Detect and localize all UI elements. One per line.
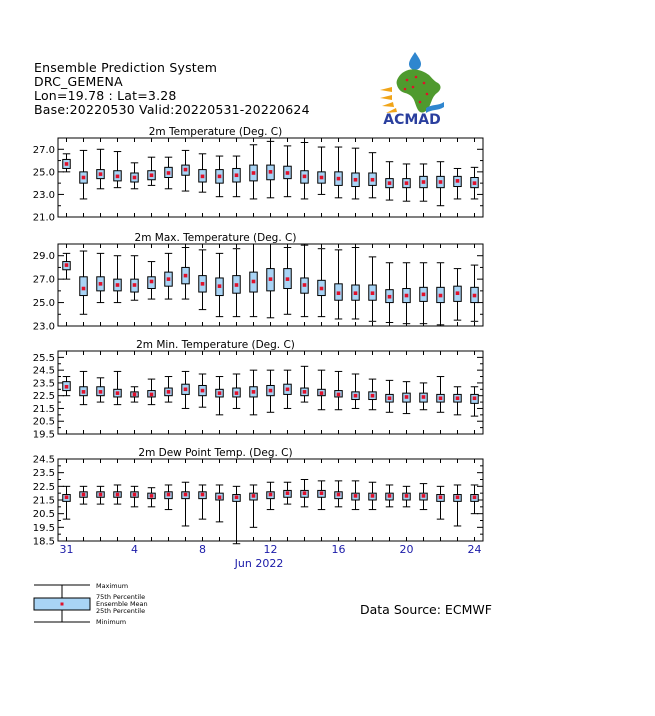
box-day-21 bbox=[403, 486, 410, 507]
box-day-17 bbox=[335, 147, 342, 198]
box-day-18 bbox=[352, 248, 359, 319]
mean-marker bbox=[150, 494, 154, 498]
station-name: DRC_GEMENA bbox=[34, 74, 123, 89]
mean-marker bbox=[405, 395, 409, 399]
mean-marker bbox=[354, 394, 358, 398]
mean-marker bbox=[388, 494, 392, 498]
mean-marker bbox=[286, 388, 290, 392]
mean-marker bbox=[303, 175, 307, 179]
box-day-19 bbox=[369, 482, 376, 509]
mean-marker bbox=[439, 294, 443, 298]
box-day-2 bbox=[80, 150, 87, 199]
mean-marker bbox=[218, 391, 222, 395]
box-day-8 bbox=[182, 248, 189, 300]
mean-marker bbox=[422, 293, 426, 297]
mean-marker bbox=[116, 283, 120, 287]
box-day-15 bbox=[301, 245, 308, 316]
panel-title: 2m Max. Temperature (Deg. C) bbox=[134, 232, 297, 244]
mean-marker bbox=[201, 493, 205, 497]
box-day-17 bbox=[335, 250, 342, 319]
box-day-23 bbox=[437, 263, 444, 325]
mean-marker bbox=[252, 494, 256, 498]
mean-marker bbox=[235, 495, 239, 499]
box-day-10 bbox=[216, 156, 223, 197]
mean-marker bbox=[99, 282, 103, 286]
box-day-24 bbox=[454, 485, 461, 526]
y-tick-label: 25.0 bbox=[32, 167, 55, 179]
y-tick-label: 19.5 bbox=[32, 522, 55, 534]
x-tick-label: 8 bbox=[199, 543, 206, 556]
box-day-4 bbox=[114, 256, 121, 303]
mean-marker bbox=[252, 280, 256, 284]
box-day-25 bbox=[471, 387, 478, 416]
panel-4 bbox=[33, 447, 483, 548]
iqr-box bbox=[80, 277, 87, 296]
box-day-5 bbox=[131, 387, 138, 402]
box-day-18 bbox=[352, 148, 359, 199]
mean-marker bbox=[337, 177, 341, 181]
box-day-10 bbox=[216, 253, 223, 316]
box-day-7 bbox=[165, 377, 172, 403]
legend-maximum-label: Maximum bbox=[96, 582, 129, 590]
box-day-23 bbox=[437, 486, 444, 519]
mean-marker bbox=[218, 175, 222, 179]
mean-marker bbox=[388, 396, 392, 400]
box-day-11 bbox=[233, 249, 240, 317]
mean-marker bbox=[235, 391, 239, 395]
mean-marker bbox=[456, 495, 460, 499]
box-day-14 bbox=[284, 146, 291, 197]
mean-marker bbox=[456, 291, 460, 295]
box-day-20 bbox=[386, 263, 393, 323]
box-day-19 bbox=[369, 257, 376, 321]
x-tick-label: 24 bbox=[467, 543, 482, 556]
mean-marker bbox=[235, 283, 239, 287]
mean-marker bbox=[337, 393, 341, 397]
panel-title: 2m Dew Point Temp. (Deg. C) bbox=[138, 447, 293, 459]
mean-marker bbox=[422, 180, 426, 184]
y-tick-label: 22.5 bbox=[32, 391, 55, 403]
mean-marker bbox=[116, 175, 120, 179]
box-day-6 bbox=[148, 157, 155, 185]
box-day-16 bbox=[318, 147, 325, 194]
mean-marker bbox=[286, 277, 290, 281]
box-day-25 bbox=[471, 265, 478, 321]
box-day-5 bbox=[131, 486, 138, 507]
box-day-12 bbox=[250, 145, 257, 199]
y-tick-label: 23.0 bbox=[32, 321, 55, 333]
mean-marker bbox=[371, 178, 375, 182]
box-day-11 bbox=[233, 374, 240, 408]
mean-marker bbox=[405, 294, 409, 298]
legend-mean-label: Ensemble Mean bbox=[96, 600, 148, 608]
mean-marker bbox=[65, 385, 69, 389]
mean-marker bbox=[133, 283, 137, 287]
box-day-13 bbox=[267, 482, 274, 509]
mean-marker bbox=[167, 171, 171, 175]
box-day-9 bbox=[199, 374, 206, 407]
box-day-4 bbox=[114, 152, 121, 188]
mean-marker bbox=[116, 391, 120, 395]
station-coordinates: Lon=19.78 : Lat=3.28 bbox=[34, 88, 177, 103]
y-tick-label: 23.5 bbox=[32, 378, 55, 390]
box-day-13 bbox=[267, 244, 274, 318]
panel-title: 2m Min. Temperature (Deg. C) bbox=[136, 339, 295, 351]
y-tick-label: 23.0 bbox=[32, 189, 55, 201]
x-axis-labels bbox=[60, 543, 482, 570]
box-day-14 bbox=[284, 370, 291, 408]
box-day-2 bbox=[80, 486, 87, 504]
box-day-14 bbox=[284, 248, 291, 315]
mean-marker bbox=[354, 178, 358, 182]
mean-marker bbox=[286, 491, 290, 495]
box-day-1 bbox=[63, 486, 70, 519]
box-day-8 bbox=[182, 371, 189, 408]
box-day-14 bbox=[284, 482, 291, 504]
box-day-2 bbox=[80, 371, 87, 404]
mean-marker bbox=[337, 291, 341, 295]
mean-marker bbox=[184, 168, 188, 172]
y-tick-label: 25.5 bbox=[32, 352, 55, 364]
mean-marker bbox=[473, 181, 477, 185]
box-day-20 bbox=[386, 162, 393, 200]
box-day-22 bbox=[420, 164, 427, 201]
y-tick-label: 24.5 bbox=[32, 365, 55, 377]
y-tick-label: 20.5 bbox=[32, 416, 55, 428]
mean-marker bbox=[286, 171, 290, 175]
chart-panels bbox=[33, 126, 483, 548]
mean-marker bbox=[269, 277, 273, 281]
y-tick-label: 19.5 bbox=[32, 429, 55, 441]
mean-marker bbox=[184, 274, 188, 278]
mean-marker bbox=[456, 179, 460, 183]
box-day-12 bbox=[250, 485, 257, 527]
box-day-16 bbox=[318, 481, 325, 510]
panel-title: 2m Temperature (Deg. C) bbox=[148, 126, 283, 138]
x-tick-label: 12 bbox=[263, 543, 278, 556]
mean-marker bbox=[65, 495, 69, 499]
box-day-24 bbox=[454, 269, 461, 321]
y-tick-label: 20.5 bbox=[32, 509, 55, 521]
box-day-15 bbox=[301, 366, 308, 402]
y-tick-label: 18.5 bbox=[32, 536, 55, 548]
mean-marker bbox=[269, 389, 273, 393]
box-day-7 bbox=[165, 485, 172, 510]
mean-marker bbox=[184, 388, 188, 392]
box-day-3 bbox=[97, 486, 104, 504]
mean-marker bbox=[439, 396, 443, 400]
y-tick-label: 22.5 bbox=[32, 481, 55, 493]
legend-minimum-label: Minimum bbox=[96, 618, 127, 626]
mean-marker bbox=[354, 291, 358, 295]
mean-marker bbox=[439, 495, 443, 499]
logo-text: ACMAD bbox=[383, 112, 441, 126]
box-day-12 bbox=[250, 244, 257, 317]
system-title: Ensemble Prediction System bbox=[34, 60, 218, 75]
box-day-6 bbox=[148, 379, 155, 405]
mean-marker bbox=[439, 180, 443, 184]
box-day-15 bbox=[301, 480, 308, 507]
mean-marker bbox=[473, 396, 477, 400]
mean-marker bbox=[371, 291, 375, 295]
mean-marker bbox=[201, 282, 205, 286]
box-day-8 bbox=[182, 150, 189, 191]
panel-1 bbox=[33, 126, 483, 224]
mean-marker bbox=[82, 287, 86, 291]
box-day-12 bbox=[250, 370, 257, 415]
mean-marker bbox=[82, 493, 86, 497]
legend-p75-label: 75th Percentile bbox=[96, 593, 146, 601]
mean-marker bbox=[65, 263, 69, 267]
mean-marker bbox=[388, 181, 392, 185]
box-day-9 bbox=[199, 154, 206, 192]
box-day-17 bbox=[335, 371, 342, 409]
mean-marker bbox=[116, 493, 120, 497]
panel-2 bbox=[33, 232, 483, 333]
mean-marker bbox=[422, 494, 426, 498]
box-day-21 bbox=[403, 263, 410, 324]
box-day-5 bbox=[131, 163, 138, 189]
box-day-24 bbox=[454, 387, 461, 415]
forecast-dates: Base:20220530 Valid:20220531-20220624 bbox=[34, 102, 310, 117]
mean-marker bbox=[133, 176, 137, 180]
mean-marker bbox=[422, 395, 426, 399]
mean-marker bbox=[150, 280, 154, 284]
y-tick-label: 24.5 bbox=[32, 454, 55, 466]
box-day-2 bbox=[80, 251, 87, 314]
mean-marker bbox=[405, 181, 409, 185]
box-day-6 bbox=[148, 488, 155, 507]
box-day-6 bbox=[148, 262, 155, 299]
month-label: Jun 2022 bbox=[234, 557, 284, 570]
mean-marker bbox=[99, 172, 103, 176]
box-day-25 bbox=[471, 485, 478, 514]
mean-marker bbox=[320, 176, 324, 180]
panel-3 bbox=[33, 339, 483, 441]
box-day-3 bbox=[97, 149, 104, 189]
mean-marker bbox=[133, 493, 137, 497]
box-day-1 bbox=[63, 377, 70, 396]
box-day-17 bbox=[335, 481, 342, 507]
box-day-22 bbox=[420, 484, 427, 510]
mean-marker bbox=[167, 493, 171, 497]
box-day-23 bbox=[437, 162, 444, 206]
box-day-9 bbox=[199, 485, 206, 519]
box-day-4 bbox=[114, 371, 121, 404]
x-tick-label: 20 bbox=[399, 543, 414, 556]
box-day-16 bbox=[318, 249, 325, 317]
mean-marker bbox=[82, 390, 86, 394]
y-tick-label: 21.0 bbox=[32, 212, 55, 224]
mean-marker bbox=[371, 494, 375, 498]
x-tick-label: 4 bbox=[131, 543, 138, 556]
mean-marker bbox=[337, 493, 341, 497]
mean-marker bbox=[252, 171, 256, 175]
mean-marker bbox=[167, 390, 171, 394]
box-day-10 bbox=[216, 377, 223, 415]
box-day-22 bbox=[420, 383, 427, 410]
mean-marker bbox=[218, 495, 222, 499]
mean-marker bbox=[320, 491, 324, 495]
box-day-10 bbox=[216, 485, 223, 522]
box-day-1 bbox=[63, 154, 70, 172]
mean-marker bbox=[320, 391, 324, 395]
legend-mean-marker bbox=[61, 603, 64, 606]
mean-marker bbox=[303, 390, 307, 394]
mean-marker bbox=[150, 393, 154, 397]
box-day-13 bbox=[267, 370, 274, 412]
data-source: Data Source: ECMWF bbox=[360, 602, 492, 617]
mean-marker bbox=[354, 494, 358, 498]
mean-marker bbox=[303, 283, 307, 287]
mean-marker bbox=[371, 394, 375, 398]
mean-marker bbox=[303, 491, 307, 495]
mean-marker bbox=[269, 170, 273, 174]
mean-marker bbox=[252, 390, 256, 394]
box-day-20 bbox=[386, 485, 393, 507]
box-day-21 bbox=[403, 164, 410, 201]
box-day-8 bbox=[182, 482, 189, 526]
box-day-16 bbox=[318, 370, 325, 410]
mean-marker bbox=[99, 390, 103, 394]
box-day-20 bbox=[386, 380, 393, 412]
mean-marker bbox=[184, 493, 188, 497]
box-day-11 bbox=[233, 486, 240, 543]
box-day-1 bbox=[63, 253, 70, 279]
mean-marker bbox=[235, 173, 239, 177]
mean-marker bbox=[388, 295, 392, 299]
box-day-9 bbox=[199, 250, 206, 310]
box-day-3 bbox=[97, 378, 104, 402]
mean-marker bbox=[201, 389, 205, 393]
mean-marker bbox=[269, 493, 273, 497]
x-tick-label: 16 bbox=[331, 543, 346, 556]
mean-marker bbox=[65, 162, 69, 166]
y-tick-label: 21.5 bbox=[32, 495, 55, 507]
box-day-23 bbox=[437, 377, 444, 413]
y-tick-label: 21.5 bbox=[32, 403, 55, 415]
box-day-18 bbox=[352, 374, 359, 408]
box-day-4 bbox=[114, 485, 121, 504]
mean-marker bbox=[150, 173, 154, 177]
mean-marker bbox=[133, 393, 137, 397]
box-day-13 bbox=[267, 141, 274, 197]
y-tick-label: 27.0 bbox=[32, 274, 55, 286]
y-tick-label: 23.5 bbox=[32, 468, 55, 480]
chart-legend bbox=[34, 582, 148, 626]
box-day-7 bbox=[165, 157, 172, 189]
box-day-19 bbox=[369, 379, 376, 410]
mean-marker bbox=[82, 176, 86, 180]
y-tick-label: 29.0 bbox=[32, 251, 55, 263]
box-day-5 bbox=[131, 256, 138, 301]
y-tick-label: 27.0 bbox=[32, 144, 55, 156]
box-day-7 bbox=[165, 253, 172, 299]
mean-marker bbox=[320, 287, 324, 291]
box-day-11 bbox=[233, 156, 240, 197]
box-day-21 bbox=[403, 382, 410, 414]
mean-marker bbox=[201, 175, 205, 179]
mean-marker bbox=[99, 493, 103, 497]
mean-marker bbox=[473, 495, 477, 499]
box-day-3 bbox=[97, 253, 104, 302]
mean-marker bbox=[473, 294, 477, 298]
x-tick-label: 31 bbox=[59, 543, 74, 556]
box-day-22 bbox=[420, 263, 427, 324]
box-day-18 bbox=[352, 481, 359, 510]
box-day-19 bbox=[369, 153, 376, 198]
mean-marker bbox=[167, 277, 171, 281]
mean-marker bbox=[218, 284, 222, 288]
mean-marker bbox=[405, 494, 409, 498]
box-day-15 bbox=[301, 143, 308, 199]
box-day-24 bbox=[454, 168, 461, 198]
legend-p25-label: 25th Percentile bbox=[96, 607, 146, 615]
y-tick-label: 25.0 bbox=[32, 298, 55, 310]
mean-marker bbox=[456, 396, 460, 400]
